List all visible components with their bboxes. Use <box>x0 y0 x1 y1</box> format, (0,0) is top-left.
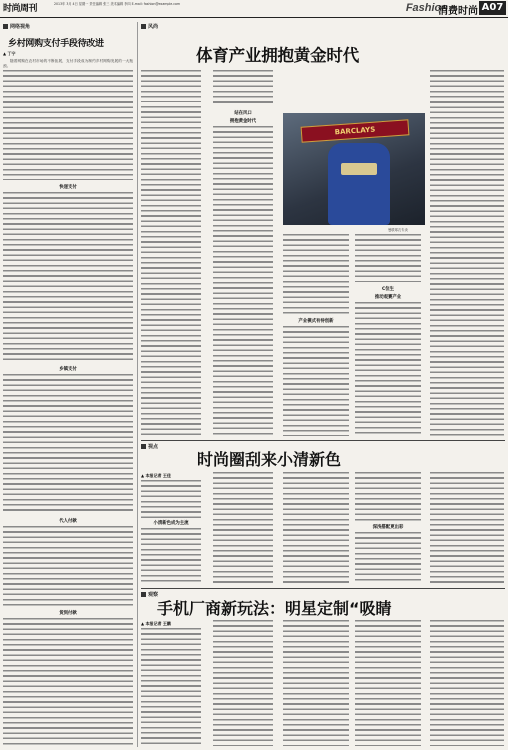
top-col2-text <box>213 70 273 106</box>
masthead-meta: 2013年 3月 4日 星期一 责任编辑 张三 美术编辑 李四 E-mail: fashion@example.com <box>54 2 181 6</box>
left-author: ▲ 丁宁 <box>3 51 16 56</box>
left-body-text-5 <box>3 618 133 746</box>
mid-headline: 时尚圈刮来小清新色 <box>197 450 342 469</box>
top-subhead-4: C位生 <box>381 287 394 292</box>
left-intro: 随着网购在农村市场的不断拓展，支付手段成为制约乡村网购发展的一大瓶颈。 <box>3 59 133 69</box>
top-col3-text <box>283 234 349 314</box>
top-col4-text <box>355 234 421 282</box>
bottom-author: ▲ 本报记者 王鹏 <box>141 621 171 626</box>
top-subhead-3: 产业模式有待创新 <box>298 319 334 324</box>
left-subhead-3: 代人付款 <box>59 519 77 524</box>
bottom-tag-label: 观察 <box>148 592 159 598</box>
mid-author: ▲ 本报记者 王佳 <box>141 473 171 478</box>
left-body-text-2 <box>3 192 133 362</box>
top-col1-text-2 <box>141 106 201 436</box>
photo-caption: 曼联球衣专卖 <box>388 228 408 232</box>
top-tag-label: 风尚 <box>148 24 159 30</box>
left-subhead-1: 快递支付 <box>59 185 77 190</box>
masthead-logo: 时尚周刊 <box>3 4 38 14</box>
mid-col4-text <box>355 472 421 522</box>
top-subhead-5: 推动观赛产业 <box>374 295 402 300</box>
sponsor-crest <box>341 163 377 175</box>
mid-col2-text <box>213 472 273 584</box>
mid-col4-text-2 <box>355 532 421 584</box>
mid-col1-text <box>141 480 201 518</box>
top-headline: 体育产业拥抱黄金时代 <box>196 46 360 65</box>
bottom-col2-text <box>213 620 273 746</box>
masthead <box>0 0 508 18</box>
left-body-text-4 <box>3 526 133 606</box>
jersey-graphic <box>328 143 390 225</box>
mid-col3-text <box>283 472 349 584</box>
mid-col5-text <box>430 472 504 584</box>
bottom-col3-text <box>283 620 349 746</box>
left-body-text-3 <box>3 374 133 514</box>
bottom-col1-text <box>141 628 201 746</box>
top-col3-text-2 <box>283 326 349 436</box>
mid-subhead-1: 小清新色成为主流 <box>153 521 189 526</box>
square-icon <box>3 24 8 29</box>
left-section-tag <box>3 23 30 30</box>
mid-tag-label: 视点 <box>148 444 159 450</box>
mid-section-tag <box>141 443 158 450</box>
top-subhead-2: 拥抱黄金时代 <box>229 119 257 124</box>
top-col5-text <box>430 70 504 436</box>
square-icon <box>141 592 146 597</box>
bottom-col5-text <box>430 620 504 746</box>
mid-col1-text-2 <box>141 528 201 584</box>
bottom-col4-text <box>355 620 421 746</box>
top-subhead-1: 站在风口 <box>234 111 252 116</box>
scarf-graphic <box>301 119 410 142</box>
top-section-tag <box>141 23 158 30</box>
bottom-headline: 手机厂商新玩法：明星定制“吸睛 <box>157 599 392 618</box>
section-divider <box>141 440 505 441</box>
left-body-text <box>3 70 133 180</box>
section-name: Fashion <box>405 2 448 14</box>
page-number: A07 <box>479 1 506 15</box>
top-col2-text-2 <box>213 126 273 436</box>
mid-subhead-2: 深浅搭配更出彩 <box>372 525 404 530</box>
section-divider-2 <box>141 588 505 589</box>
bottom-section-tag <box>141 591 158 598</box>
sports-jersey-photo <box>283 113 425 225</box>
square-icon <box>141 444 146 449</box>
section-title: 消费时尚 <box>438 6 478 17</box>
photo-logo-text: BARCLAYS <box>334 125 376 137</box>
column-divider <box>137 22 138 747</box>
left-subhead-2: 乡镇支付 <box>59 367 77 372</box>
top-col4-text-2 <box>355 302 421 436</box>
left-author-block <box>3 50 133 70</box>
top-col1-text <box>141 70 201 102</box>
left-headline: 乡村网购支付手段待改进 <box>8 39 104 49</box>
square-icon <box>141 24 146 29</box>
left-tag-label: 网络视角 <box>10 24 31 30</box>
left-subhead-4: 货到付款 <box>59 611 77 616</box>
